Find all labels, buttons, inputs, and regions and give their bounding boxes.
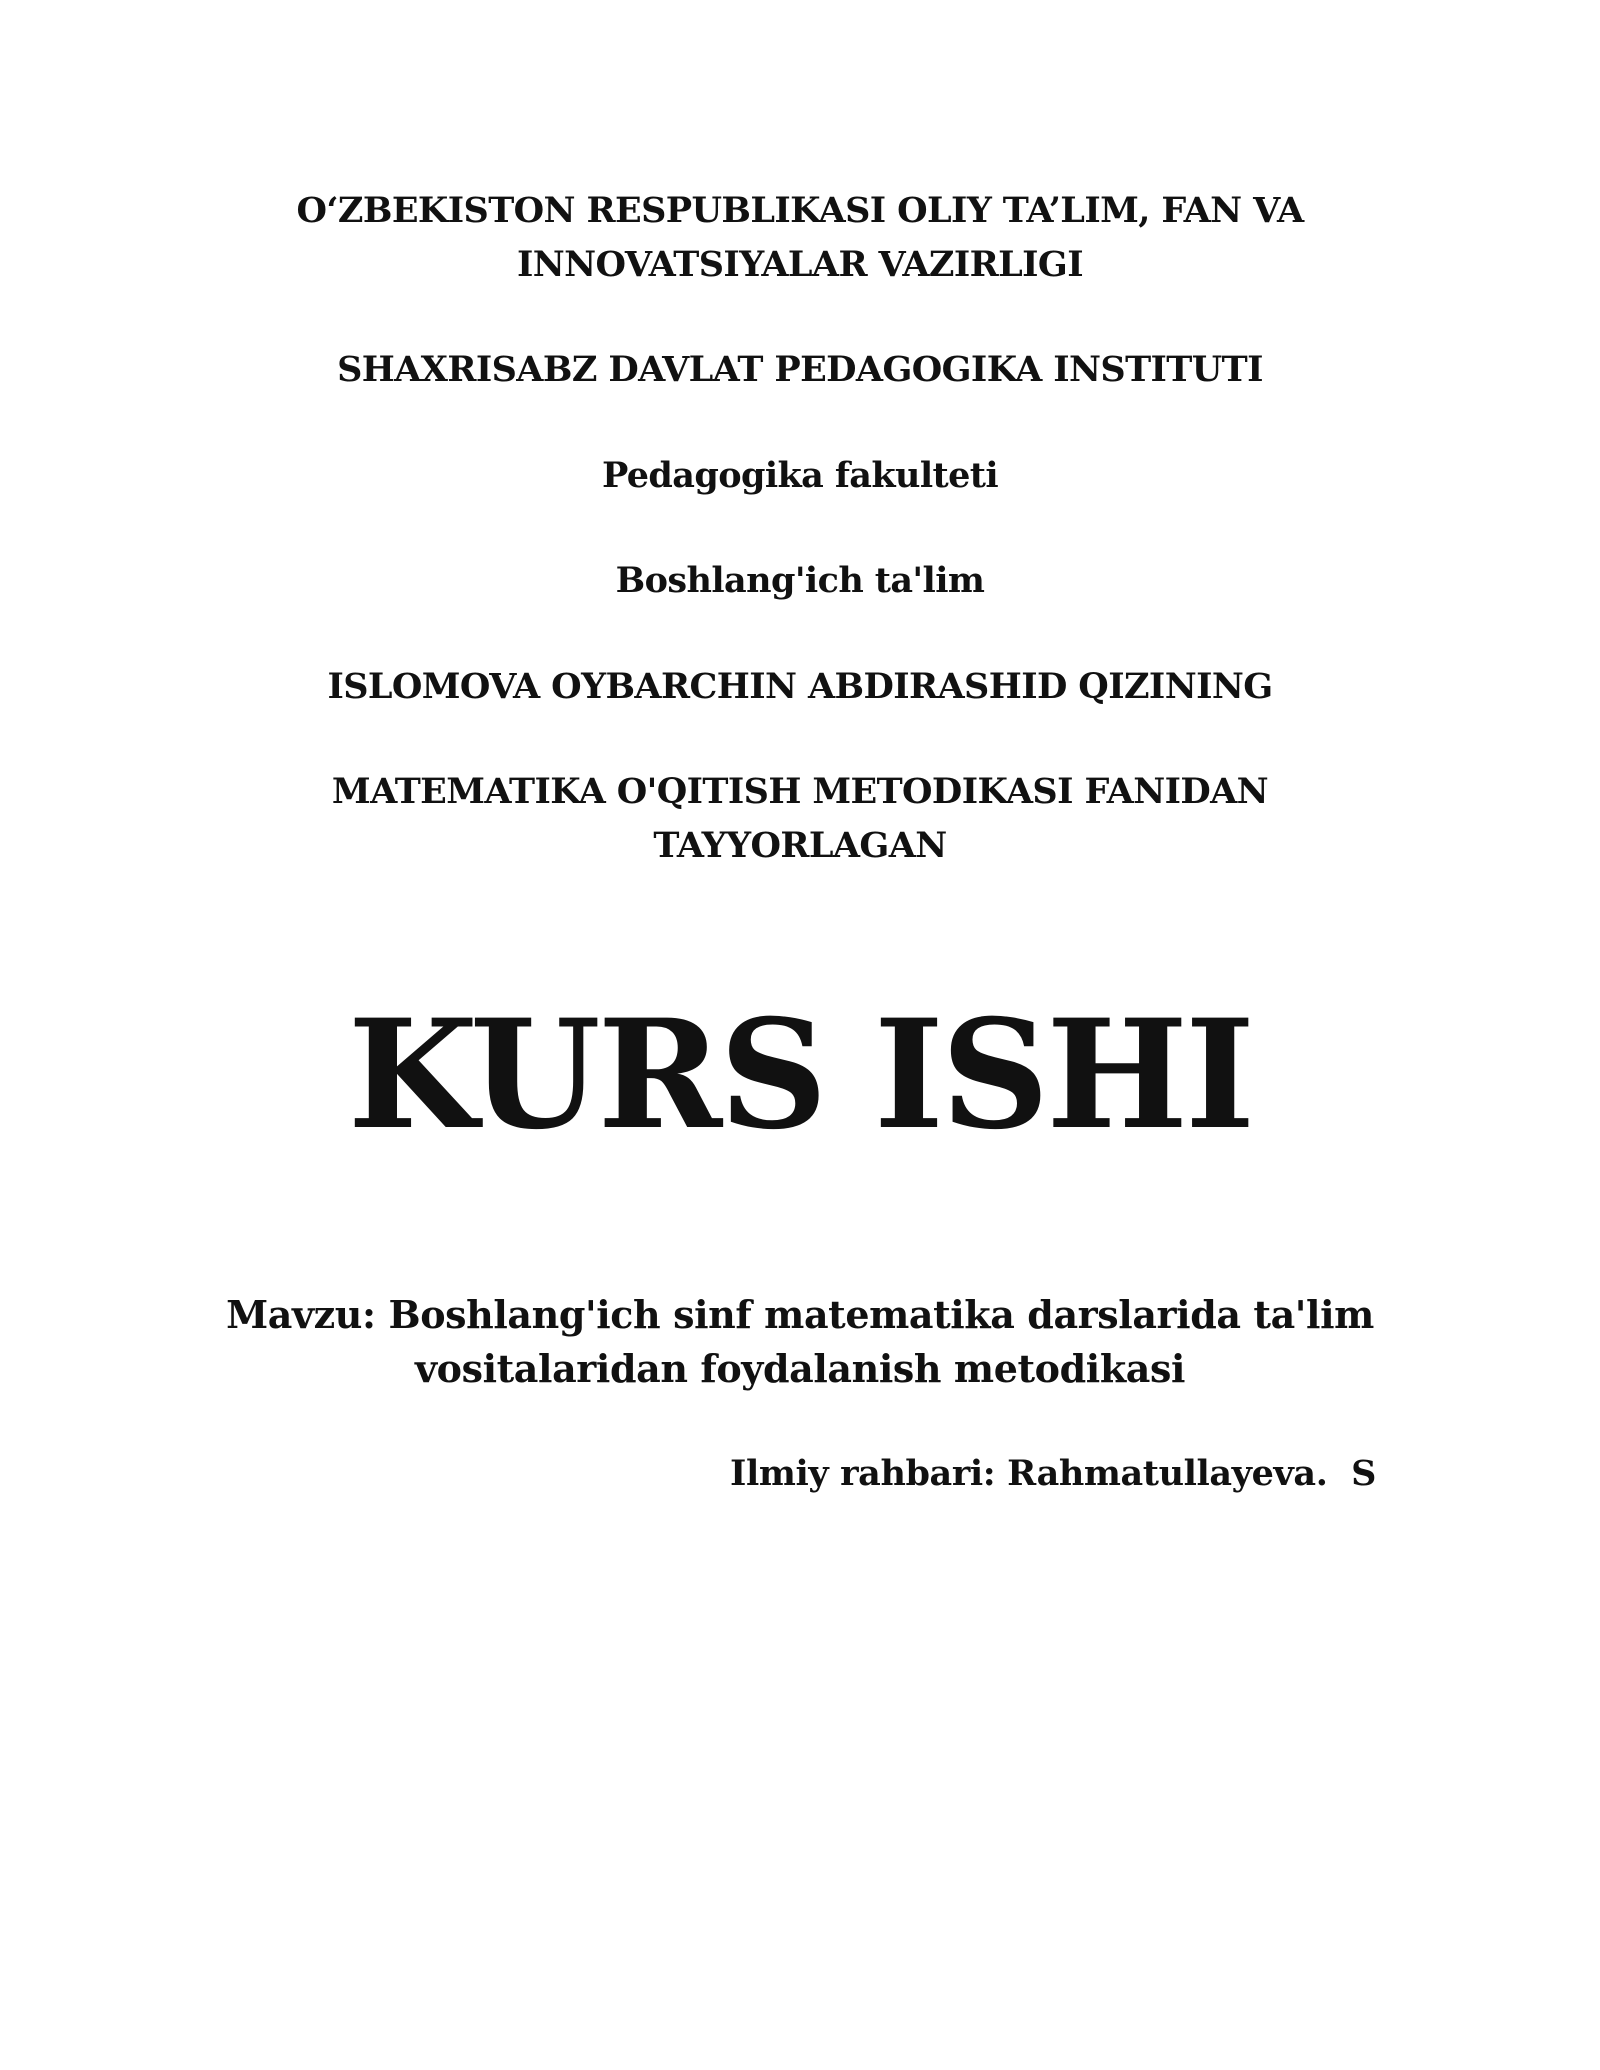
ministry-line-1: O‘ZBEKISTON RESPUBLIKASI OLIY TA’LIM, FAN VA: [296, 190, 1304, 231]
topic-line-2: vositalaridan foydalanish metodikasi: [415, 1346, 1185, 1391]
document-title: KURS ISHI: [347, 987, 1253, 1163]
subject-line-2: TAYYORLAGAN: [653, 825, 947, 866]
department-name: Boshlang'ich ta'lim: [615, 560, 985, 601]
topic-line-1: Mavzu: Boshlang'ich sinf matematika darslarida ta'lim: [226, 1292, 1374, 1337]
institute-name: SHAXRISABZ DAVLAT PEDAGOGIKA INSTITUTI: [337, 349, 1263, 390]
supervisor-line: Ilmiy rahbari: Rahmatullayeva. S: [730, 1453, 1376, 1494]
faculty-name: Pedagogika fakulteti: [601, 455, 999, 496]
ministry-line-2: INNOVATSIYALAR VAZIRLIGI: [517, 244, 1083, 285]
student-name: ISLOMOVA OYBARCHIN ABDIRASHID QIZINING: [327, 666, 1273, 707]
subject-line-1: MATEMATIKA O'QITISH METODIKASI FANIDAN: [331, 771, 1269, 812]
